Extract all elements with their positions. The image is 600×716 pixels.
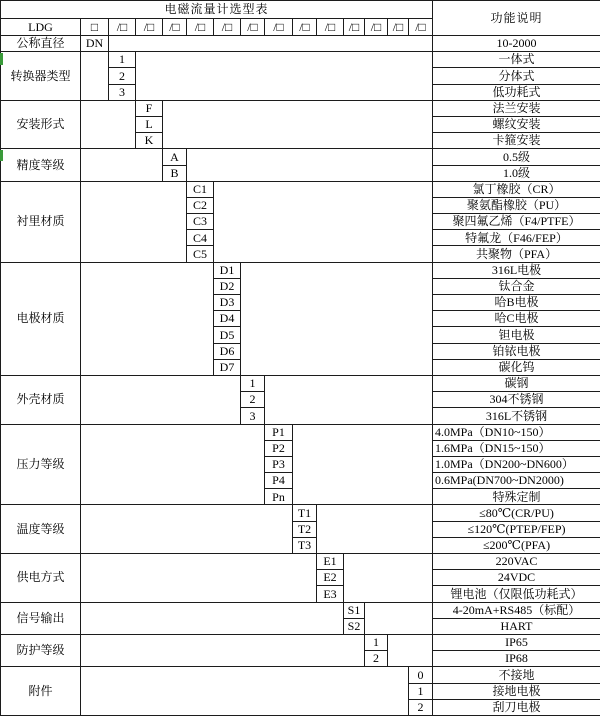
desc-cell: 哈C电极 [433, 311, 600, 327]
desc-cell: 低功耗式 [433, 84, 600, 100]
code-cell: D6 [214, 343, 241, 359]
model-code-box: /□ [214, 19, 241, 36]
code-cell: 3 [109, 84, 136, 100]
model-code-box: /□ [241, 19, 265, 36]
category-label-housing: 外壳材质 [1, 375, 81, 424]
category-label-converter: 转换器类型 [1, 52, 81, 101]
desc-cell: 304不锈钢 [433, 392, 600, 408]
desc-cell: 氯丁橡胶（CR） [433, 181, 600, 197]
spacer-cell [81, 634, 365, 666]
desc-cell: IP68 [433, 651, 600, 667]
code-cell: Pn [265, 489, 293, 505]
desc-cell: 法兰安装 [433, 100, 600, 116]
spacer-cell [81, 262, 214, 375]
desc-cell: 特氟龙（F46/FEP） [433, 230, 600, 246]
model-code-box: □ [81, 19, 109, 36]
code-cell: D5 [214, 327, 241, 343]
desc-cell: 碳钢 [433, 375, 600, 391]
category-label-electrode: 电极材质 [1, 262, 81, 375]
model-code-box: /□ [409, 19, 433, 36]
code-cell: A [163, 149, 187, 165]
desc-cell: 1.6MPa（DN15~150） [433, 440, 600, 456]
code-cell: 2 [365, 651, 388, 667]
model-code-box: /□ [388, 19, 409, 36]
code-cell: K [136, 133, 163, 149]
desc-cell: 接地电极 [433, 683, 600, 699]
code-cell: T2 [293, 521, 317, 537]
spacer-cell [81, 375, 241, 424]
spacer-cell [365, 602, 433, 634]
code-cell: S1 [344, 602, 365, 618]
code-cell: 1 [365, 634, 388, 650]
code-cell: 1 [409, 683, 433, 699]
code-cell: 3 [241, 408, 265, 424]
code-cell: L [136, 116, 163, 132]
code-cell: C3 [187, 214, 214, 230]
desc-cell: ≤120℃(PTEP/FEP) [433, 521, 600, 537]
desc-cell: 10-2000 [433, 36, 600, 52]
spacer-cell [214, 181, 433, 262]
desc-cell: ≤200℃(PFA) [433, 537, 600, 553]
code-cell: P1 [265, 424, 293, 440]
desc-cell: 0.5级 [433, 149, 600, 165]
model-code-box: /□ [365, 19, 388, 36]
spacer-cell [187, 149, 433, 181]
category-label-temperature: 温度等级 [1, 505, 81, 554]
code-cell: T1 [293, 505, 317, 521]
model-code-box: /□ [293, 19, 317, 36]
category-label-diameter: 公称直径 [1, 36, 81, 52]
code-cell: 0 [409, 667, 433, 683]
category-label-power: 供电方式 [1, 554, 81, 603]
code-cell: T3 [293, 537, 317, 553]
desc-cell: 不接地 [433, 667, 600, 683]
desc-cell: 分体式 [433, 68, 600, 84]
spacer-cell [265, 375, 433, 424]
spacer-cell [81, 667, 409, 716]
code-cell: D3 [214, 295, 241, 311]
category-label-accuracy: 精度等级 [1, 149, 81, 181]
code-cell: S2 [344, 618, 365, 634]
desc-cell: 铂铱电极 [433, 343, 600, 359]
table-title: 电磁流量计选型表 [1, 1, 433, 19]
spacer-cell [81, 602, 344, 634]
model-code-box: /□ [163, 19, 187, 36]
desc-cell: 1.0级 [433, 165, 600, 181]
code-cell: 2 [241, 392, 265, 408]
code-cell: 2 [109, 68, 136, 84]
code-cell: E1 [317, 554, 344, 570]
code-cell: 1 [109, 52, 136, 68]
desc-cell: 4-20mA+RS485（标配） [433, 602, 600, 618]
desc-cell: 锂电池（仅限低功耗式） [433, 586, 600, 602]
code-cell: F [136, 100, 163, 116]
spacer-cell [81, 505, 293, 554]
desc-cell: 钽电极 [433, 327, 600, 343]
model-code-box: /□ [136, 19, 163, 36]
desc-cell: 24VDC [433, 570, 600, 586]
scan-artifact-green-mark [0, 150, 3, 161]
scan-artifact-green-mark [0, 53, 3, 65]
spacer-cell [81, 424, 265, 505]
desc-cell: 螺纹安装 [433, 116, 600, 132]
spacer-cell [81, 100, 136, 149]
code-cell: D4 [214, 311, 241, 327]
model-prefix: LDG [1, 19, 81, 36]
code-cell: E2 [317, 570, 344, 586]
code-cell: E3 [317, 586, 344, 602]
desc-cell: 哈B电极 [433, 295, 600, 311]
desc-cell: IP65 [433, 634, 600, 650]
category-label-pressure: 压力等级 [1, 424, 81, 505]
desc-cell: 聚四氟乙烯（F4/PTFE） [433, 214, 600, 230]
spacer-cell [81, 149, 163, 181]
spacer-cell [241, 262, 433, 375]
desc-cell: 刮刀电极 [433, 699, 600, 715]
spacer-cell [109, 36, 433, 52]
desc-cell: 0.6MPa(DN700~DN2000) [433, 473, 600, 489]
desc-cell: ≤80℃(CR/PU) [433, 505, 600, 521]
code-cell: P4 [265, 473, 293, 489]
model-code-box: /□ [344, 19, 365, 36]
desc-cell: 钛合金 [433, 278, 600, 294]
desc-cell: 聚氨酯橡胶（PU） [433, 197, 600, 213]
code-cell: C5 [187, 246, 214, 262]
desc-cell: HART [433, 618, 600, 634]
category-label-liner: 衬里材质 [1, 181, 81, 262]
code-cell: D7 [214, 359, 241, 375]
desc-cell: 220VAC [433, 554, 600, 570]
code-cell: P3 [265, 456, 293, 472]
code-cell: 1 [241, 375, 265, 391]
desc-cell: 316L不锈钢 [433, 408, 600, 424]
code-cell: B [163, 165, 187, 181]
desc-cell: 316L电极 [433, 262, 600, 278]
function-header: 功能说明 [433, 1, 600, 36]
desc-cell: 碳化钨 [433, 359, 600, 375]
desc-cell: 1.0MPa（DN200~DN600） [433, 456, 600, 472]
model-code-box: /□ [317, 19, 344, 36]
category-label-protection: 防护等级 [1, 634, 81, 666]
spacer-cell [136, 52, 433, 101]
spacer-cell [293, 424, 433, 505]
category-label-signal: 信号输出 [1, 602, 81, 634]
model-code-box: /□ [187, 19, 214, 36]
code-cell: D1 [214, 262, 241, 278]
spacer-cell [344, 554, 433, 603]
desc-cell: 共聚物（PFA） [433, 246, 600, 262]
code-cell: C2 [187, 197, 214, 213]
desc-cell: 一体式 [433, 52, 600, 68]
spacer-cell [81, 554, 317, 603]
spacer-cell [388, 634, 433, 666]
spacer-cell [81, 181, 187, 262]
code-cell: P2 [265, 440, 293, 456]
spacer-cell [163, 100, 433, 149]
spacer-cell [317, 505, 433, 554]
spacer-cell [81, 52, 109, 101]
category-label-mounting: 安装形式 [1, 100, 81, 149]
model-code-box: /□ [109, 19, 136, 36]
code-cell: D2 [214, 278, 241, 294]
code-cell: C1 [187, 181, 214, 197]
category-label-accessory: 附件 [1, 667, 81, 716]
desc-cell: 卡箍安装 [433, 133, 600, 149]
code-cell: 2 [409, 699, 433, 715]
code-cell: C4 [187, 230, 214, 246]
desc-cell: 4.0MPa（DN10~150） [433, 424, 600, 440]
model-code-box: /□ [265, 19, 293, 36]
desc-cell: 特殊定制 [433, 489, 600, 505]
code-cell: DN [81, 36, 109, 52]
